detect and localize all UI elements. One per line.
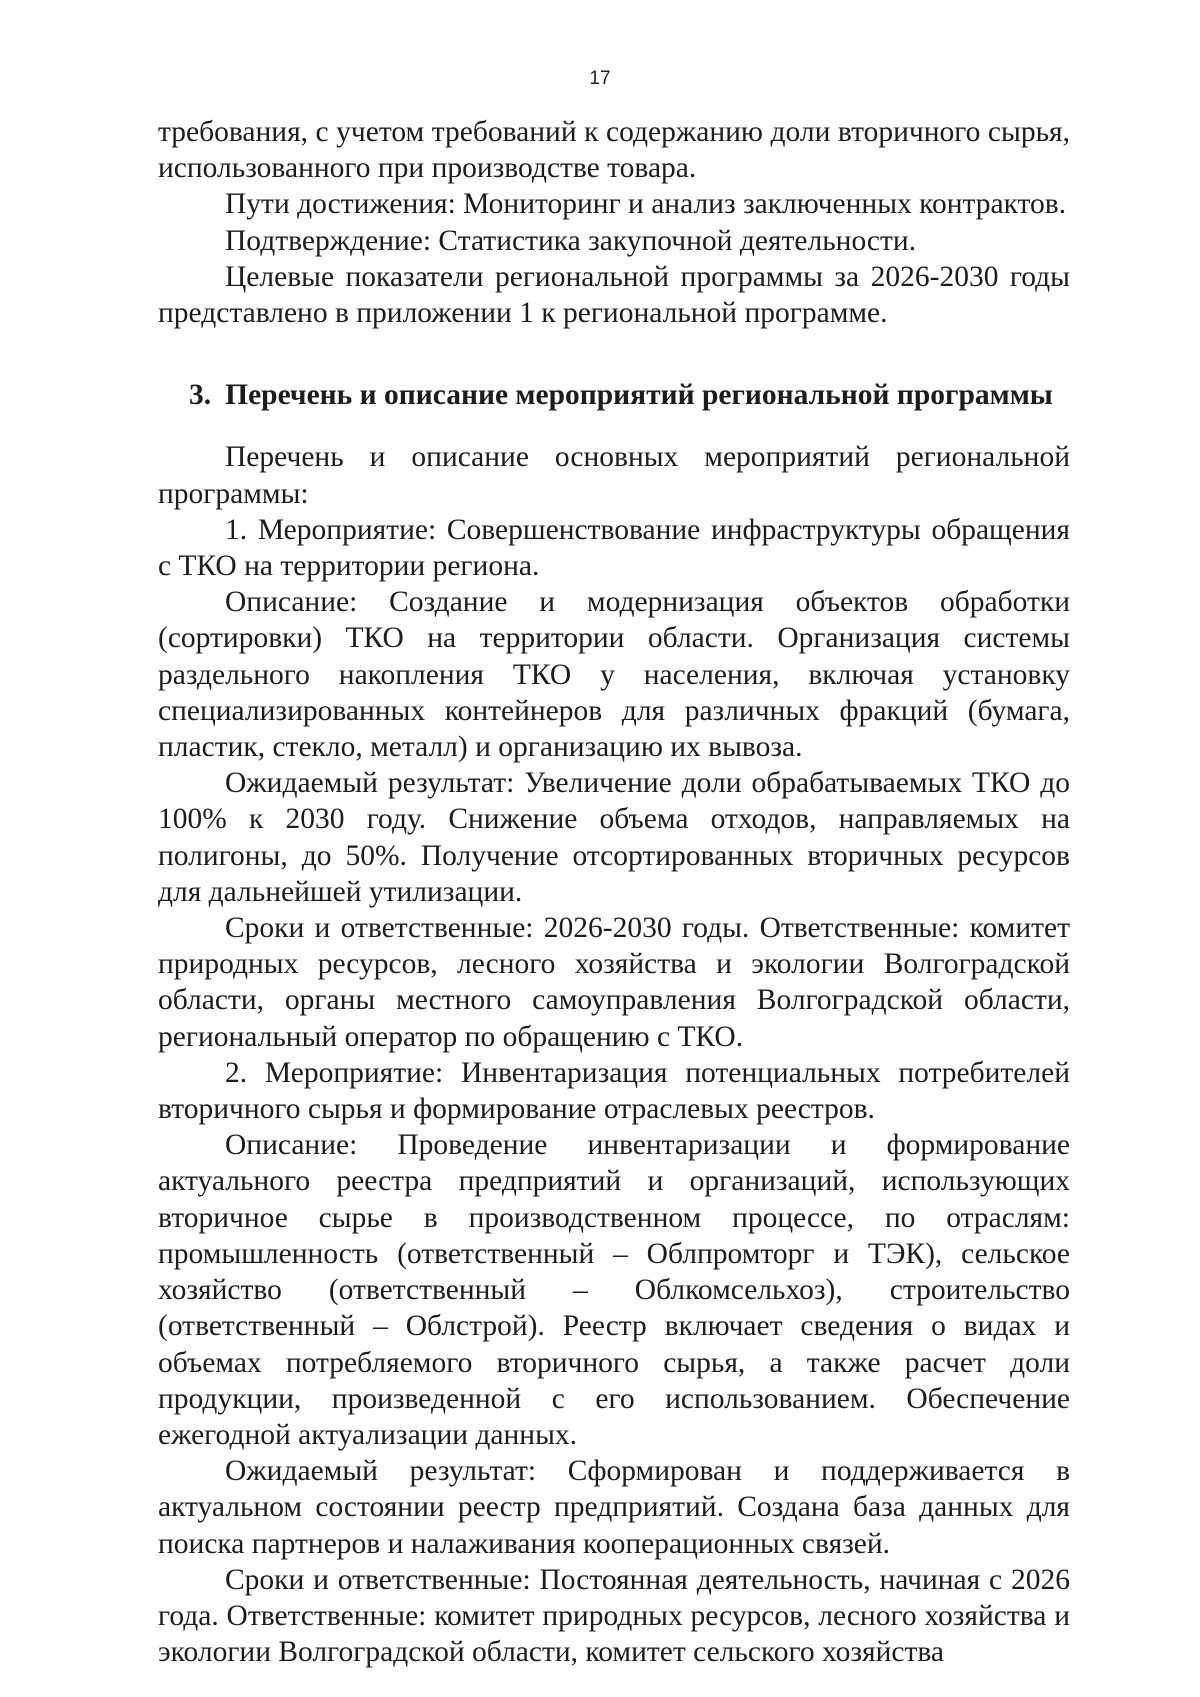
document-body — [158, 114, 1070, 1670]
page-number: 17 — [589, 68, 611, 89]
measure-2-terms: Сроки и ответственные: Постоянная деятельность, начиная с 2026 года. Ответственные: комитет природных ресурсов, лесного хозяйства и экологии Волгоградской области, комитет сельского хозяйства — [158, 1563, 1070, 1669]
section-number: 3. — [189, 379, 212, 412]
measure-2-title: 2. Мероприятие: Инвентаризация потенциальных потребителей вторичного сырья и формирование отраслевых реестров. — [158, 1056, 1070, 1126]
measure-1-result: Ожидаемый результат: Увеличение доли обрабатываемых ТКО до 100% к 2030 году. Снижение объема отходов, направляемых на полигоны, до 50%. Получение отсортированных вторичных ресурсов для дальнейшей утилизации. — [158, 767, 1070, 908]
measure-2-description: Описание: Проведение инвентаризации и формирование актуального реестра предприятий и организаций, использующих вторичное сырье в производственном процессе, по отраслям: промышленность (ответственный – Облпромторг и ТЭК), сельское хозяйство (ответственный – Облкомсельхоз), строительство (ответственный – Облстрой). Реестр включает сведения о видах и объемах потребляемого вторичного сырья, а также расчет доли продукции, произведенной с его использованием. Обеспечение ежегодной актуализации данных. — [158, 1129, 1070, 1451]
paragraph-paths: Пути достижения: Мониторинг и анализ заключенных контрактов. — [225, 188, 1067, 221]
paragraph-target-indicators: Целевые показатели региональной программы за 2026-2030 годы представлено в приложении 1 к региональной программе. — [158, 260, 1070, 330]
measure-1-title: 1. Мероприятие: Совершенствование инфраструктуры обращения с ТКО на территории региона. — [158, 513, 1070, 583]
paragraph-continuation: требования, с учетом требований к содержанию доли вторичного сырья, использованного при производстве товара. — [158, 116, 1070, 185]
measure-2-result: Ожидаемый результат: Сформирован и поддерживается в актуальном состоянии реестр предприятий. Создана база данных для поиска партнеров и налаживания кооперационных связей. — [158, 1455, 1070, 1560]
section-title: Перечень и описание мероприятий региональной программы — [225, 379, 1053, 412]
paragraph-confirmation: Подтверждение: Статистика закупочной деятельности. — [225, 224, 917, 257]
measure-1-description: Описание: Создание и модернизация объектов обработки (сортировки) ТКО на территории области. Организация системы раздельного накопления ТКО у населения, включая установку специализированных контейнеров для различных фракций (бумага, пластик, стекло, металл) и организацию их вывоза. — [158, 586, 1070, 764]
section-intro: Перечень и описание основных мероприятий региональной программы: — [158, 441, 1070, 510]
measure-1-terms: Сроки и ответственные: 2026-2030 годы. Ответственные: комитет природных ресурсов, лесного хозяйства и экологии Волгоградской области, органы местного самоуправления Волгоградской области, региональный оператор по обращению с ТКО. — [158, 912, 1070, 1053]
section-heading — [158, 377, 1070, 413]
